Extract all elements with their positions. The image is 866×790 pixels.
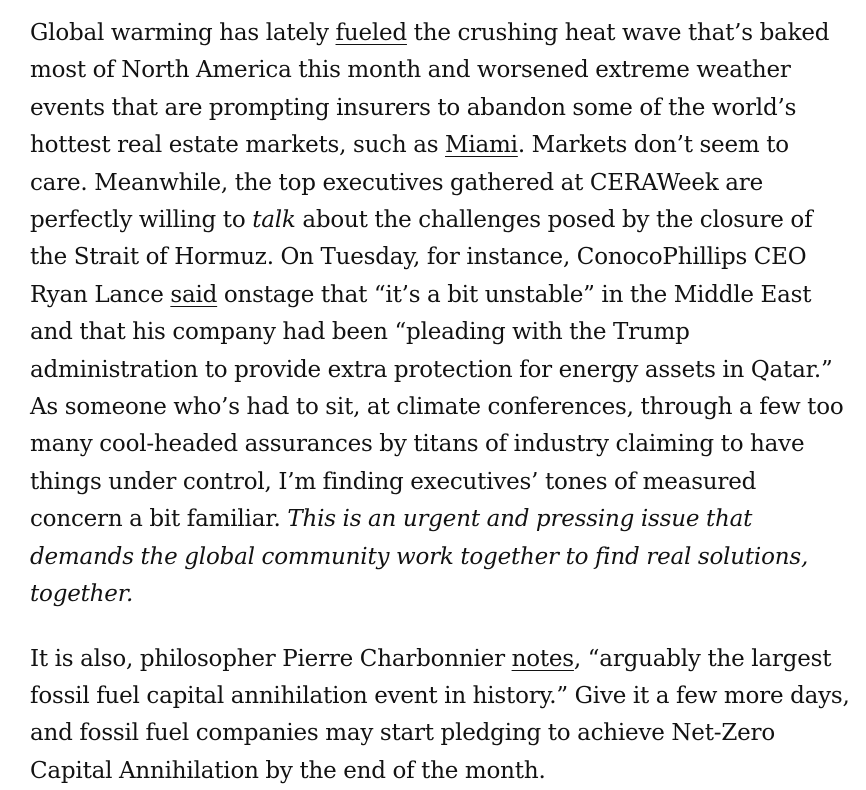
paragraph-2-text-1: It is also, philosopher Pierre Charbonnier	[30, 646, 512, 672]
link-notes[interactable]: notes	[512, 646, 574, 672]
paragraph-2-text-2: , “arguably the largest fossil fuel capital annihilation event in history.” Give it a few more days, and fossil fuel companies may start pledging to achieve Net-Zero Capital Annihilation by the end of the month.	[30, 646, 850, 784]
paragraph-2	[30, 641, 850, 790]
link-fueled[interactable]: fueled	[336, 20, 407, 46]
link-miami[interactable]: Miami	[445, 132, 518, 158]
paragraph-1-text-3: . Markets don’t seem to care. Meanwhile, the top executives gathered at CERAWeek are perfectly willing to	[30, 132, 789, 233]
italic-quote: This is an urgent and pressing issue that demands the global community work together to find real solutions, together.	[30, 506, 808, 607]
paragraph-1-text-1: Global warming has lately	[30, 20, 336, 46]
link-said[interactable]: said	[170, 282, 217, 308]
paragraph-1	[30, 15, 850, 614]
paragraph-1-text-2: the crushing heat wave that’s baked most of North America this month and worsened extreme weather events that are prompting insurers to abandon some of the world’s hottest real estate markets, such as	[30, 20, 829, 158]
article-body	[30, 15, 850, 790]
paragraph-1-text-4: about the challenges posed by the closure of the Strait of Hormuz. On Tuesday, for instance, ConocoPhillips CEO Ryan Lance	[30, 207, 812, 308]
emphasis-talk: talk	[252, 207, 295, 233]
paragraph-1-text-5: onstage that “it’s a bit unstable” in the Middle East and that his company had been “pleading with the Trump administration to provide extra protection for energy assets in Qatar.” As someone who’s had to sit, at climate conferences, through a few too many cool-headed assurances by titans of industry claiming to have things under control, I’m finding executives’ tones of measured concern a bit familiar.	[30, 282, 844, 532]
